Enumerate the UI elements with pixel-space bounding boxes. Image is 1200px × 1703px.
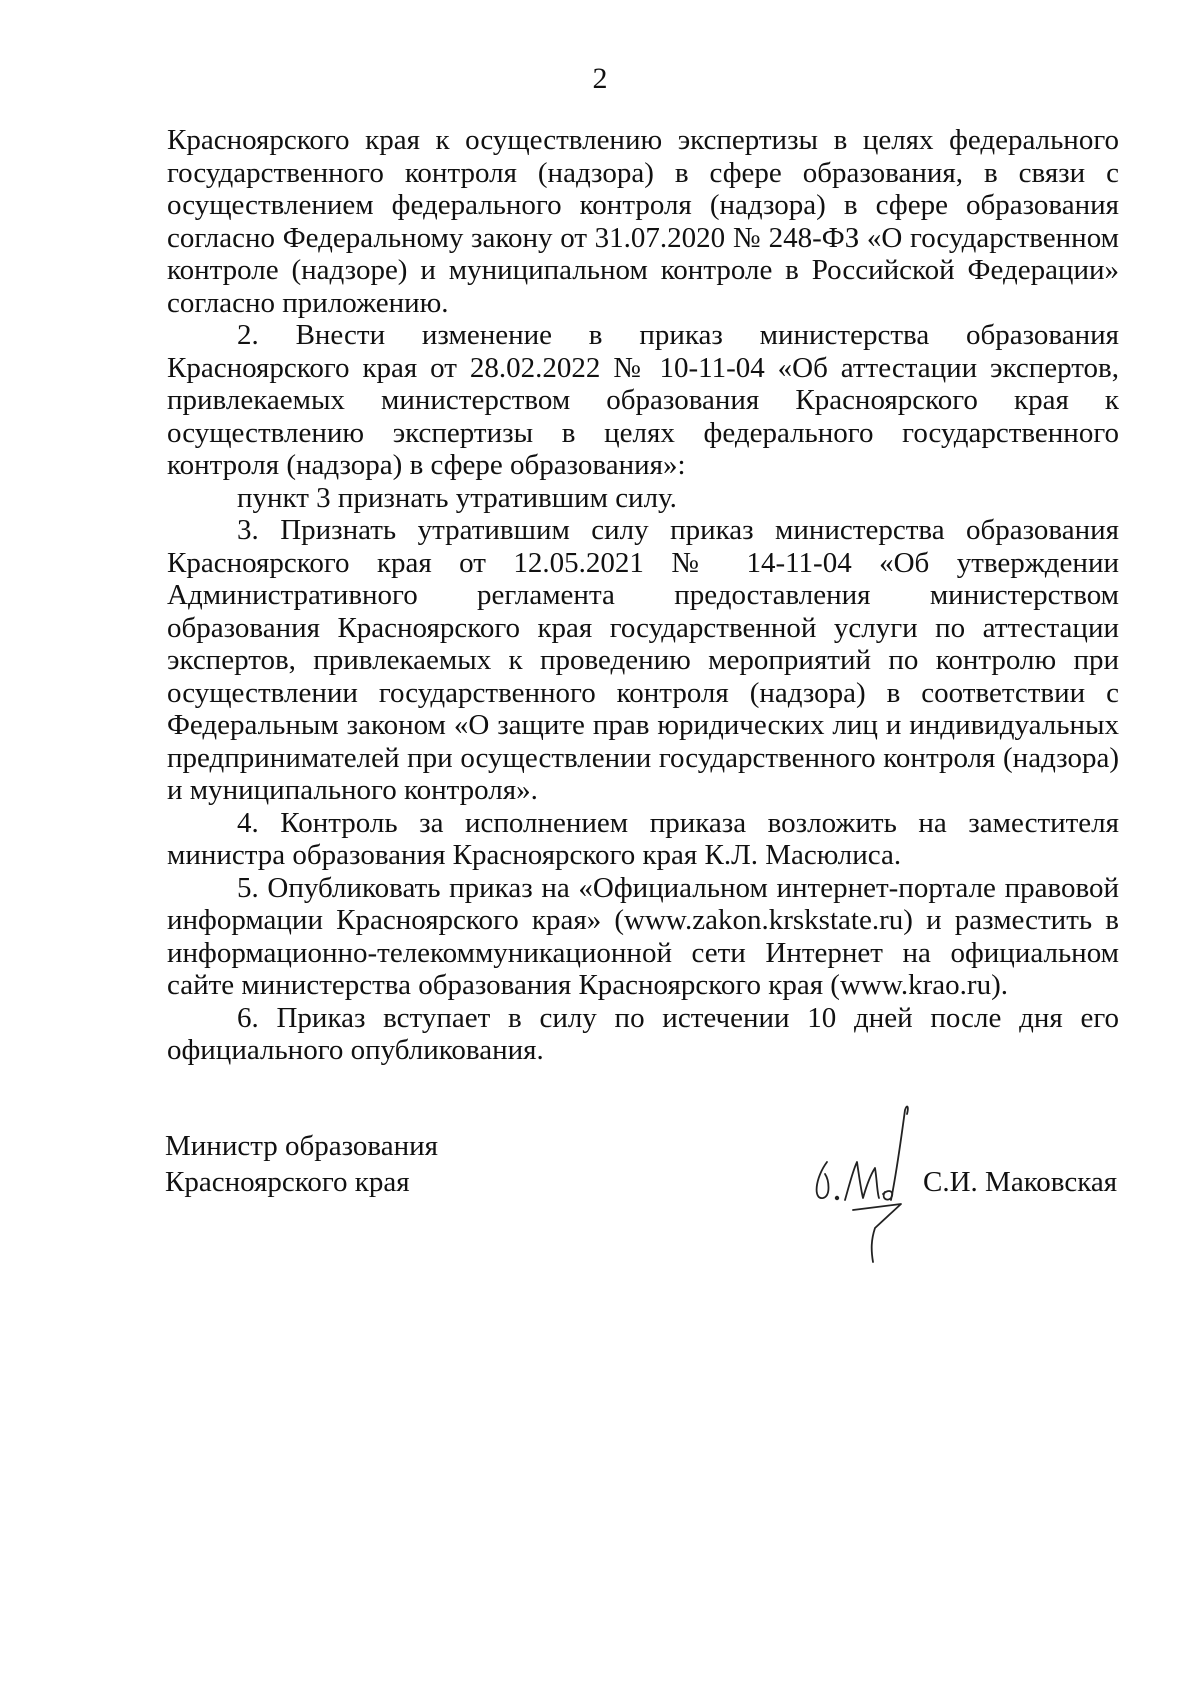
handwritten-signature xyxy=(805,1100,925,1270)
signer-name: С.И. Маковская xyxy=(923,1166,1118,1198)
signer-title xyxy=(165,1128,438,1200)
signer-title-line-2: Красноярского края xyxy=(165,1166,410,1198)
signer-title-line-1: Министр образования xyxy=(165,1130,438,1162)
paragraph-item-6: 6. Приказ вступает в силу по истечении 10 дней после дня его официального опубликования. xyxy=(167,1001,1119,1066)
paragraph-item-5: 5. Опубликовать приказ на «Официальном интернет-портале правовой информации Красноярского края» (www.zakon.krskstate.ru) и разместить в информационно-телекоммуникационной сети Интернет на официальном сайте министерства образования Красноярского края (www.krao.ru). xyxy=(167,871,1119,1001)
signature-block xyxy=(165,1128,1125,1298)
paragraph-item-4: 4. Контроль за исполнением приказа возложить на заместителя министра образования Красноярского края К.Л. Масюлиса. xyxy=(167,806,1119,871)
order-body xyxy=(167,124,1119,1067)
page-number: 2 xyxy=(592,62,608,95)
paragraph-item-2-subpoint: пункт 3 признать утратившим силу. xyxy=(237,481,677,514)
paragraph-item-3: 3. Признать утратившим силу приказ министерства образования Красноярского края от 12.05.2021 № 14-11-04 «Об утверждении Административного регламента предоставления министерством образования Красноярского края государственной услуги по аттестации экспертов, привлекаемых к проведению мероприятий по контролю при осуществлении государственного контроля (надзора) в соответствии с Федеральным законом «О защите прав юридических лиц и индивидуальных предпринимателей при осуществлении государственного контроля (надзора) и муниципального контроля». xyxy=(167,514,1119,806)
paragraph-item-2: 2. Внести изменение в приказ министерства образования Красноярского края от 28.02.2022 № 10-11-04 «Об аттестации экспертов, привлекаемых министерством образования Красноярского края к осуществлению экспертизы в целях федерального государственного контроля (надзора) в сфере образования»: xyxy=(167,319,1119,481)
paragraph-continuation: Красноярского края к осуществлению экспертизы в целях федерального государственного контроля (надзора) в сфере образования, в связи с осуществлением федерального контроля (надзора) в сфере образования согласно Федеральному закону от 31.07.2020 № 248-ФЗ «О государственном контроле (надзоре) и муниципальном контроле в Российской Федерации» согласно приложению. xyxy=(167,124,1119,319)
